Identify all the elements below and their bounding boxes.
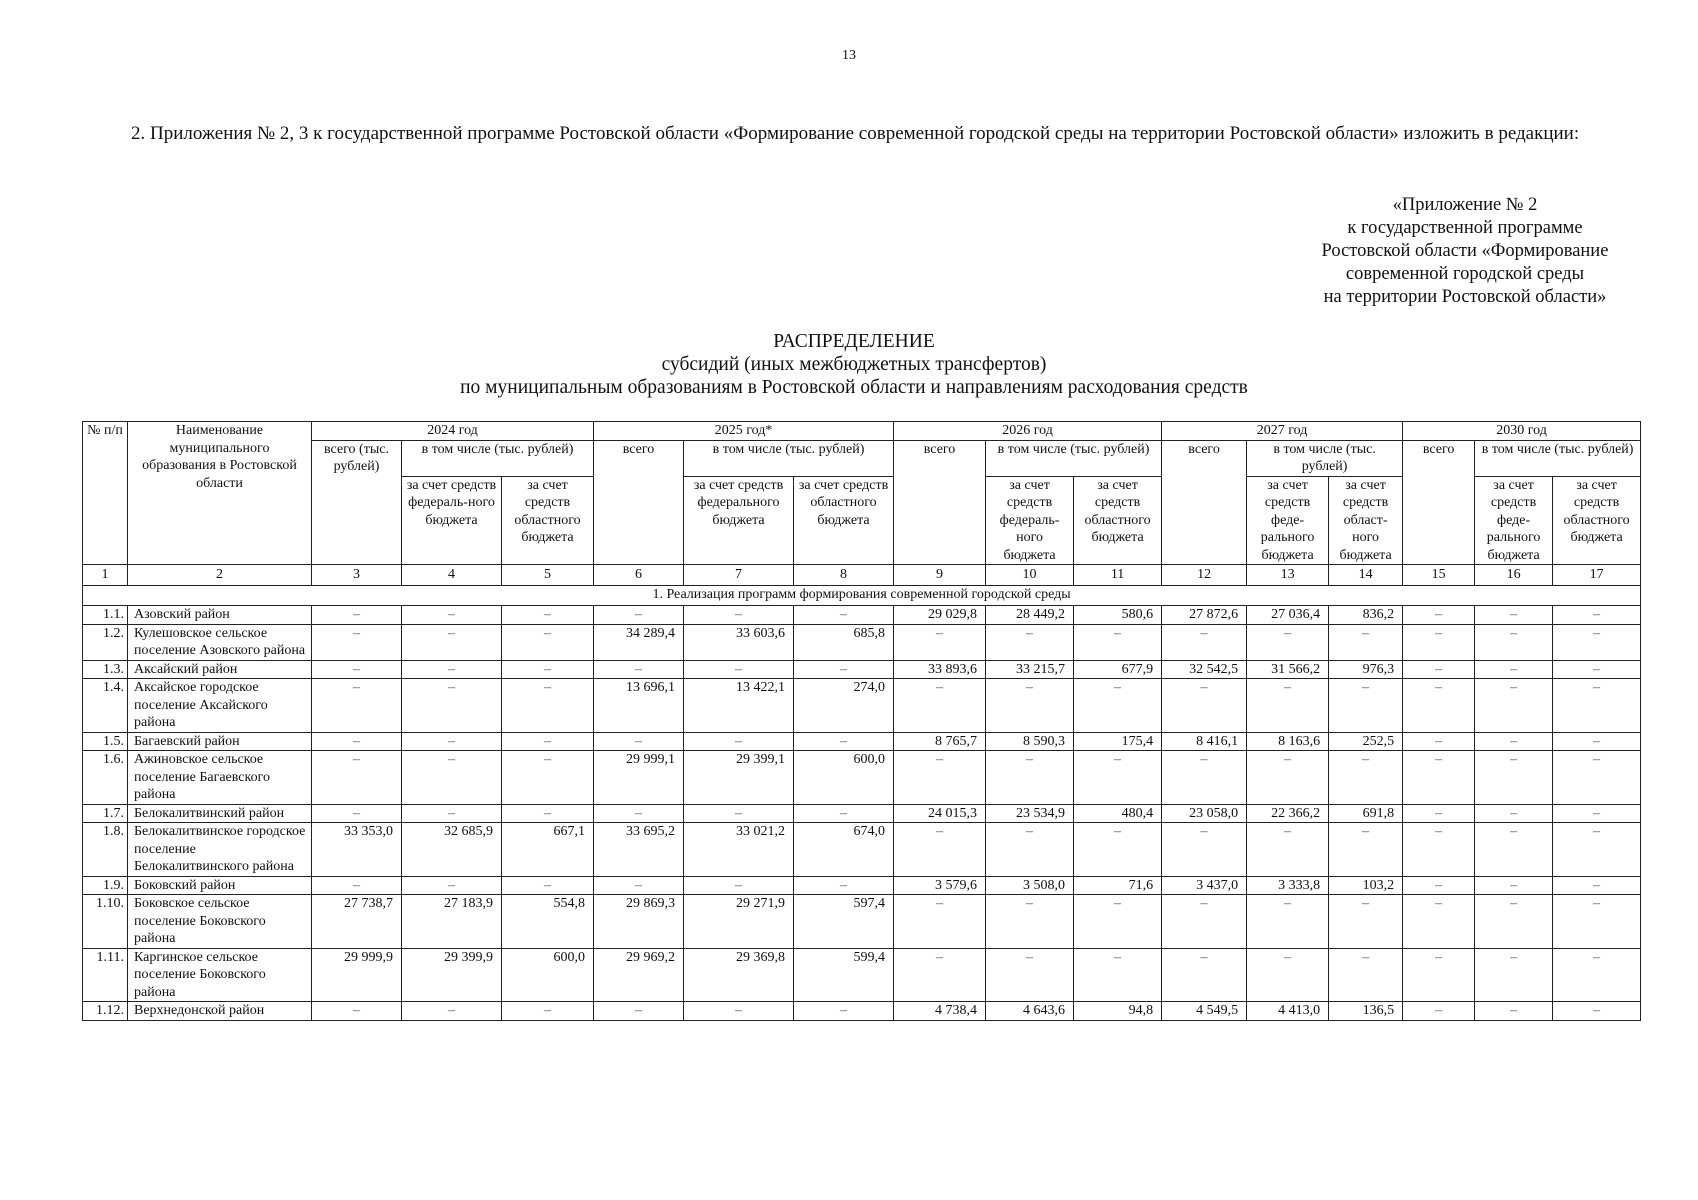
amount-cell: –: [402, 624, 502, 660]
header-total: всего: [1162, 440, 1247, 565]
amount-cell: –: [1553, 876, 1641, 895]
amount-cell: –: [1074, 679, 1162, 733]
amount-cell: –: [794, 1002, 894, 1021]
amount-cell: –: [1403, 895, 1475, 949]
header-year: 2027 год: [1162, 422, 1403, 441]
amount-cell: 32 542,5: [1162, 660, 1247, 679]
amount-cell: 3 333,8: [1247, 876, 1329, 895]
amount-cell: 29 999,1: [594, 751, 684, 805]
amount-cell: –: [1553, 895, 1641, 949]
header-federal: за счет средств федерального бюджета: [684, 476, 794, 565]
amount-cell: –: [1553, 679, 1641, 733]
amount-cell: 27 738,7: [312, 895, 402, 949]
amount-cell: 27 183,9: [402, 895, 502, 949]
header-regional: за счет средств областного бюджета: [1553, 476, 1641, 565]
amount-cell: 480,4: [1074, 804, 1162, 823]
amount-cell: –: [1247, 751, 1329, 805]
column-number: 4: [402, 565, 502, 586]
amount-cell: –: [1403, 751, 1475, 805]
amount-cell: 29 369,8: [684, 948, 794, 1002]
amount-cell: –: [794, 732, 894, 751]
amount-cell: 554,8: [502, 895, 594, 949]
amount-cell: 29 999,9: [312, 948, 402, 1002]
row-number: 1.11.: [83, 948, 128, 1002]
amount-cell: –: [312, 624, 402, 660]
table-row: [83, 624, 1641, 660]
table-row: [83, 732, 1641, 751]
amount-cell: –: [1329, 895, 1403, 949]
amount-cell: –: [1475, 1002, 1553, 1021]
row-number: 1.1.: [83, 606, 128, 625]
municipality-name: Верхнедонской район: [128, 1002, 312, 1021]
municipality-name: Ажиновское сельское поселение Багаевского района: [128, 751, 312, 805]
column-number: 17: [1553, 565, 1641, 586]
amount-cell: –: [986, 895, 1074, 949]
header-year: 2025 год*: [594, 422, 894, 441]
header-regional: за счет средств област-ного бюджета: [1329, 476, 1403, 565]
amount-cell: –: [1247, 895, 1329, 949]
amount-cell: –: [1074, 823, 1162, 877]
table-row: [83, 895, 1641, 949]
amount-cell: –: [594, 876, 684, 895]
amount-cell: –: [1475, 948, 1553, 1002]
amount-cell: 274,0: [794, 679, 894, 733]
amount-cell: –: [402, 660, 502, 679]
title-line: субсидий (иных межбюджетных трансфертов): [661, 354, 1047, 375]
column-number-row: [83, 565, 1641, 586]
amount-cell: –: [502, 679, 594, 733]
amount-cell: –: [1247, 948, 1329, 1002]
amount-cell: –: [312, 804, 402, 823]
amount-cell: 136,5: [1329, 1002, 1403, 1021]
amount-cell: –: [402, 732, 502, 751]
amount-cell: –: [1475, 804, 1553, 823]
row-number: 1.12.: [83, 1002, 128, 1021]
amount-cell: –: [1553, 624, 1641, 660]
column-number: 2: [128, 565, 312, 586]
amount-cell: –: [986, 679, 1074, 733]
amount-cell: –: [502, 876, 594, 895]
appendix-line: к государственной программе: [1347, 218, 1583, 238]
amount-cell: –: [1162, 624, 1247, 660]
amount-cell: –: [502, 606, 594, 625]
header-incl: в том числе (тыс. рублей): [1475, 440, 1641, 476]
amount-cell: –: [312, 876, 402, 895]
amount-cell: –: [594, 606, 684, 625]
amount-cell: –: [312, 660, 402, 679]
amount-cell: –: [594, 732, 684, 751]
amount-cell: –: [1074, 751, 1162, 805]
amount-cell: –: [894, 679, 986, 733]
amount-cell: –: [312, 606, 402, 625]
amount-cell: –: [684, 876, 794, 895]
column-number: 9: [894, 565, 986, 586]
amount-cell: –: [1475, 679, 1553, 733]
amount-cell: 597,4: [794, 895, 894, 949]
header-regional: за счет средств областного бюджета: [502, 476, 594, 565]
amount-cell: 24 015,3: [894, 804, 986, 823]
amount-cell: 33 215,7: [986, 660, 1074, 679]
amount-cell: –: [1553, 823, 1641, 877]
header-federal: за счет средств феде-рального бюджета: [1247, 476, 1329, 565]
appendix-line: современной городской среды: [1345, 264, 1585, 284]
amount-cell: –: [794, 804, 894, 823]
amount-cell: –: [312, 1002, 402, 1021]
amount-cell: –: [502, 732, 594, 751]
table-row: [83, 679, 1641, 733]
amount-cell: –: [502, 624, 594, 660]
amount-cell: –: [1475, 732, 1553, 751]
header-year: 2024 год: [312, 422, 594, 441]
amount-cell: –: [986, 823, 1074, 877]
amount-cell: –: [1074, 624, 1162, 660]
column-number: 11: [1074, 565, 1162, 586]
amount-cell: –: [1553, 732, 1641, 751]
amount-cell: 34 289,4: [594, 624, 684, 660]
amount-cell: –: [312, 751, 402, 805]
amount-cell: –: [1475, 606, 1553, 625]
amount-cell: –: [1475, 751, 1553, 805]
municipality-name: Багаевский район: [128, 732, 312, 751]
municipality-name: Каргинское сельское поселение Боковского района: [128, 948, 312, 1002]
amount-cell: –: [894, 624, 986, 660]
amount-cell: –: [312, 732, 402, 751]
amount-cell: –: [1475, 823, 1553, 877]
distribution-table: [82, 421, 1641, 1021]
amount-cell: 29 399,9: [402, 948, 502, 1002]
column-number: 14: [1329, 565, 1403, 586]
amount-cell: –: [986, 751, 1074, 805]
table-row: [83, 823, 1641, 877]
column-number: 7: [684, 565, 794, 586]
header-incl: в том числе (тыс. рублей): [1247, 440, 1403, 476]
amount-cell: 28 449,2: [986, 606, 1074, 625]
amount-cell: –: [1162, 823, 1247, 877]
amount-cell: –: [1329, 948, 1403, 1002]
amount-cell: –: [1403, 804, 1475, 823]
amount-cell: 8 765,7: [894, 732, 986, 751]
municipality-name: Кулешовское сельское поселение Азовского района: [128, 624, 312, 660]
amount-cell: 27 872,6: [1162, 606, 1247, 625]
table-row: [83, 1002, 1641, 1021]
header-incl: в том числе (тыс. рублей): [402, 440, 594, 476]
header-federal: за счет средств федераль-ного бюджета: [986, 476, 1074, 565]
municipality-name: Азовский район: [128, 606, 312, 625]
amount-cell: –: [1553, 1002, 1641, 1021]
amount-cell: –: [1329, 624, 1403, 660]
appendix-line: Ростовской области «Формирование: [1321, 241, 1609, 261]
amount-cell: 600,0: [502, 948, 594, 1002]
municipality-name: Боковский район: [128, 876, 312, 895]
amount-cell: –: [1162, 948, 1247, 1002]
amount-cell: –: [1074, 948, 1162, 1002]
column-number: 3: [312, 565, 402, 586]
amount-cell: –: [1247, 679, 1329, 733]
amount-cell: –: [1553, 751, 1641, 805]
amount-cell: –: [594, 1002, 684, 1021]
appendix-line: на территории Ростовской области»: [1323, 287, 1607, 307]
amount-cell: –: [502, 751, 594, 805]
row-number: 1.3.: [83, 660, 128, 679]
header-regional: за счет средств областного бюджета: [794, 476, 894, 565]
header-regional: за счет средств областного бюджета: [1074, 476, 1162, 565]
amount-cell: 8 163,6: [1247, 732, 1329, 751]
title-line: по муниципальным образованиям в Ростовской области и направлениям расходования средств: [460, 377, 1248, 398]
table-row: [83, 804, 1641, 823]
amount-cell: 71,6: [1074, 876, 1162, 895]
amount-cell: –: [794, 606, 894, 625]
amount-cell: –: [402, 679, 502, 733]
amount-cell: 103,2: [1329, 876, 1403, 895]
amount-cell: 33 603,6: [684, 624, 794, 660]
intro-paragraph: 2. Приложения № 2, 3 к государственной программе Ростовской области «Формирование современной городской среды на территории Ростовской области» изложить в редакции:: [131, 123, 1580, 144]
header-incl: в том числе (тыс. рублей): [684, 440, 894, 476]
amount-cell: –: [1329, 751, 1403, 805]
header-total: всего (тыс. рублей): [312, 440, 402, 565]
amount-cell: –: [1475, 895, 1553, 949]
amount-cell: –: [1553, 948, 1641, 1002]
municipality-name: Аксайское городское поселение Аксайского района: [128, 679, 312, 733]
header-no: № п/п: [83, 422, 128, 565]
amount-cell: 29 029,8: [894, 606, 986, 625]
amount-cell: –: [402, 804, 502, 823]
table-row: [83, 751, 1641, 805]
header-federal: за счет средств феде-рального бюджета: [1475, 476, 1553, 565]
amount-cell: –: [402, 606, 502, 625]
amount-cell: –: [402, 751, 502, 805]
table-row: [83, 606, 1641, 625]
amount-cell: 4 643,6: [986, 1002, 1074, 1021]
municipality-name: Белокалитвинское городское поселение Белокалитвинского района: [128, 823, 312, 877]
amount-cell: –: [684, 732, 794, 751]
row-number: 1.7.: [83, 804, 128, 823]
amount-cell: –: [1403, 624, 1475, 660]
column-number: 10: [986, 565, 1074, 586]
amount-cell: –: [594, 660, 684, 679]
amount-cell: –: [1403, 679, 1475, 733]
amount-cell: –: [794, 876, 894, 895]
amount-cell: –: [1475, 624, 1553, 660]
amount-cell: 32 685,9: [402, 823, 502, 877]
amount-cell: –: [1403, 948, 1475, 1002]
amount-cell: 31 566,2: [1247, 660, 1329, 679]
appendix-line: «Приложение № 2: [1392, 195, 1538, 215]
amount-cell: –: [1403, 732, 1475, 751]
header-federal: за счет средств федераль-ного бюджета: [402, 476, 502, 565]
amount-cell: 685,8: [794, 624, 894, 660]
amount-cell: 674,0: [794, 823, 894, 877]
amount-cell: 599,4: [794, 948, 894, 1002]
amount-cell: 33 021,2: [684, 823, 794, 877]
document-title: [0, 330, 1698, 399]
amount-cell: –: [894, 895, 986, 949]
amount-cell: 13 696,1: [594, 679, 684, 733]
header-year: 2030 год: [1403, 422, 1641, 441]
amount-cell: 3 579,6: [894, 876, 986, 895]
amount-cell: 94,8: [1074, 1002, 1162, 1021]
amount-cell: 836,2: [1329, 606, 1403, 625]
header-incl: в том числе (тыс. рублей): [986, 440, 1162, 476]
amount-cell: 4 413,0: [1247, 1002, 1329, 1021]
column-number: 13: [1247, 565, 1329, 586]
section-row: [83, 586, 1641, 606]
amount-cell: 3 508,0: [986, 876, 1074, 895]
table-row: [83, 948, 1641, 1002]
municipality-name: Боковское сельское поселение Боковского района: [128, 895, 312, 949]
amount-cell: 677,9: [1074, 660, 1162, 679]
amount-cell: –: [1403, 1002, 1475, 1021]
amount-cell: 29 869,3: [594, 895, 684, 949]
row-number: 1.5.: [83, 732, 128, 751]
amount-cell: –: [1403, 823, 1475, 877]
amount-cell: –: [1403, 876, 1475, 895]
amount-cell: –: [502, 1002, 594, 1021]
amount-cell: –: [402, 1002, 502, 1021]
amount-cell: –: [684, 804, 794, 823]
amount-cell: –: [1162, 895, 1247, 949]
amount-cell: –: [1553, 606, 1641, 625]
row-number: 1.8.: [83, 823, 128, 877]
amount-cell: –: [894, 751, 986, 805]
amount-cell: 4 738,4: [894, 1002, 986, 1021]
amount-cell: –: [1553, 804, 1641, 823]
title-line: РАСПРЕДЕЛЕНИЕ: [773, 331, 935, 352]
amount-cell: 252,5: [1329, 732, 1403, 751]
amount-cell: –: [594, 804, 684, 823]
amount-cell: 29 399,1: [684, 751, 794, 805]
amount-cell: 29 969,2: [594, 948, 684, 1002]
table-row: [83, 660, 1641, 679]
table-row: [83, 876, 1641, 895]
amount-cell: –: [312, 679, 402, 733]
header-year: 2026 год: [894, 422, 1162, 441]
amount-cell: –: [1475, 876, 1553, 895]
amount-cell: –: [1403, 606, 1475, 625]
amount-cell: 27 036,4: [1247, 606, 1329, 625]
amount-cell: –: [684, 606, 794, 625]
header-total: всего: [1403, 440, 1475, 565]
header-total: всего: [894, 440, 986, 565]
amount-cell: 33 695,2: [594, 823, 684, 877]
page-number: 13: [842, 48, 856, 63]
amount-cell: –: [986, 948, 1074, 1002]
amount-cell: 33 893,6: [894, 660, 986, 679]
amount-cell: 33 353,0: [312, 823, 402, 877]
amount-cell: –: [1074, 895, 1162, 949]
amount-cell: –: [794, 660, 894, 679]
amount-cell: –: [1247, 823, 1329, 877]
amount-cell: –: [1553, 660, 1641, 679]
amount-cell: 22 366,2: [1247, 804, 1329, 823]
amount-cell: –: [502, 660, 594, 679]
amount-cell: 23 058,0: [1162, 804, 1247, 823]
row-number: 1.10.: [83, 895, 128, 949]
amount-cell: 23 534,9: [986, 804, 1074, 823]
amount-cell: 580,6: [1074, 606, 1162, 625]
section-title: 1. Реализация программ формирования современной городской среды: [83, 586, 1641, 606]
municipality-name: Аксайский район: [128, 660, 312, 679]
amount-cell: –: [684, 660, 794, 679]
amount-cell: –: [1247, 624, 1329, 660]
amount-cell: –: [1403, 660, 1475, 679]
amount-cell: 691,8: [1329, 804, 1403, 823]
amount-cell: –: [1475, 660, 1553, 679]
header-name: Наименование муниципального образования в Ростовской области: [128, 422, 312, 565]
amount-cell: –: [894, 948, 986, 1002]
amount-cell: 13 422,1: [684, 679, 794, 733]
column-number: 12: [1162, 565, 1247, 586]
appendix-note: [1300, 194, 1630, 309]
column-number: 15: [1403, 565, 1475, 586]
amount-cell: –: [502, 804, 594, 823]
amount-cell: 3 437,0: [1162, 876, 1247, 895]
row-number: 1.2.: [83, 624, 128, 660]
amount-cell: –: [986, 624, 1074, 660]
amount-cell: 175,4: [1074, 732, 1162, 751]
amount-cell: –: [894, 823, 986, 877]
amount-cell: 667,1: [502, 823, 594, 877]
column-number: 16: [1475, 565, 1553, 586]
amount-cell: 8 416,1: [1162, 732, 1247, 751]
amount-cell: 4 549,5: [1162, 1002, 1247, 1021]
column-number: 6: [594, 565, 684, 586]
column-number: 1: [83, 565, 128, 586]
amount-cell: –: [1162, 751, 1247, 805]
amount-cell: –: [684, 1002, 794, 1021]
amount-cell: 29 271,9: [684, 895, 794, 949]
amount-cell: –: [402, 876, 502, 895]
amount-cell: –: [1329, 823, 1403, 877]
column-number: 5: [502, 565, 594, 586]
column-number: 8: [794, 565, 894, 586]
row-number: 1.4.: [83, 679, 128, 733]
amount-cell: –: [1329, 679, 1403, 733]
amount-cell: 976,3: [1329, 660, 1403, 679]
header-total: всего: [594, 440, 684, 565]
amount-cell: 8 590,3: [986, 732, 1074, 751]
amount-cell: –: [1162, 679, 1247, 733]
amount-cell: 600,0: [794, 751, 894, 805]
municipality-name: Белокалитвинский район: [128, 804, 312, 823]
row-number: 1.9.: [83, 876, 128, 895]
row-number: 1.6.: [83, 751, 128, 805]
